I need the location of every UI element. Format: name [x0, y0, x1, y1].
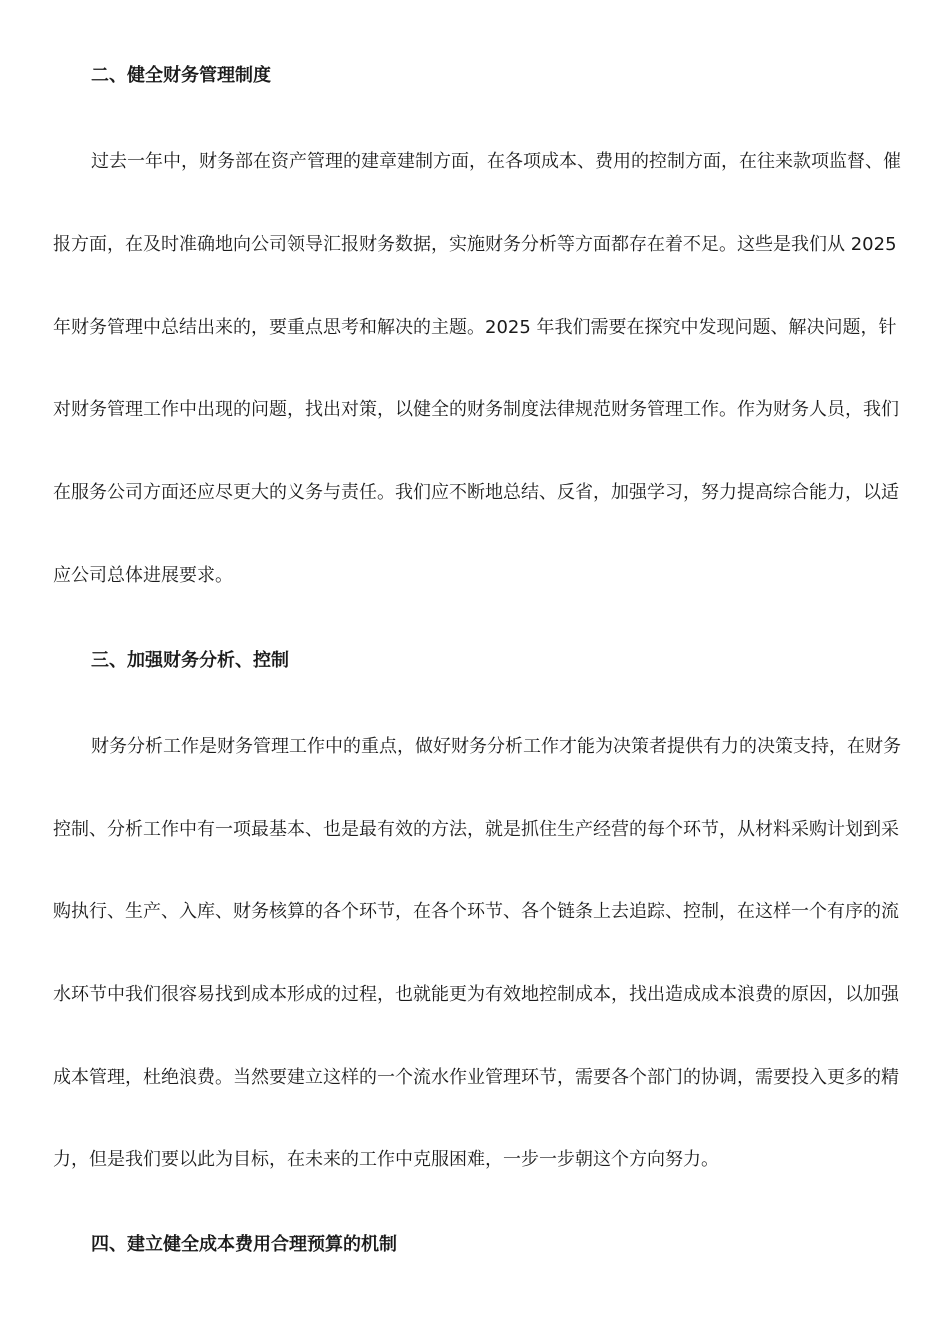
section-heading-2: 二、健全财务管理制度 [91, 65, 271, 86]
section-heading-4: 四、建立健全成本费用合理预算的机制 [91, 1234, 397, 1255]
paragraph-line: 力，但是我们要以此为目标，在未来的工作中克服困难，一步一步朝这个方向努力。 [53, 1149, 719, 1170]
paragraph-line: 在服务公司方面还应尽更大的义务与责任。我们应不断地总结、反省，加强学习，努力提高综合能力，以适 [53, 482, 899, 503]
paragraph-line: 水环节中我们很容易找到成本形成的过程，也就能更为有效地控制成本，找出造成成本浪费的原因，以加强 [53, 984, 899, 1005]
paragraph-line: 购执行、生产、入库、财务核算的各个环节，在各个环节、各个链条上去追踪、控制，在这样一个有序的流 [53, 901, 899, 922]
paragraph-line: 年财务管理中总结出来的，要重点思考和解决的主题。2025 年我们需要在探究中发现问题、解决问题，针 [53, 317, 897, 338]
paragraph-line: 过去一年中，财务部在资产管理的建章建制方面，在各项成本、费用的控制方面，在往来款项监督、催 [91, 151, 901, 172]
paragraph-line: 报方面，在及时准确地向公司领导汇报财务数据，实施财务分析等方面都存在着不足。这些是我们从 2025 [53, 234, 897, 255]
paragraph-line: 成本管理，杜绝浪费。当然要建立这样的一个流水作业管理环节，需要各个部门的协调，需要投入更多的精 [53, 1067, 899, 1088]
paragraph-line: 对财务管理工作中出现的问题，找出对策，以健全的财务制度法律规范财务管理工作。作为财务人员，我们 [53, 399, 899, 420]
paragraph-line: 控制、分析工作中有一项最基本、也是最有效的方法，就是抓住生产经营的每个环节，从材料采购计划到采 [53, 819, 899, 840]
paragraph-line: 财务分析工作是财务管理工作中的重点，做好财务分析工作才能为决策者提供有力的决策支持，在财务 [91, 736, 901, 757]
section-heading-3: 三、加强财务分析、控制 [91, 650, 289, 671]
paragraph-line: 应公司总体进展要求。 [53, 565, 233, 586]
